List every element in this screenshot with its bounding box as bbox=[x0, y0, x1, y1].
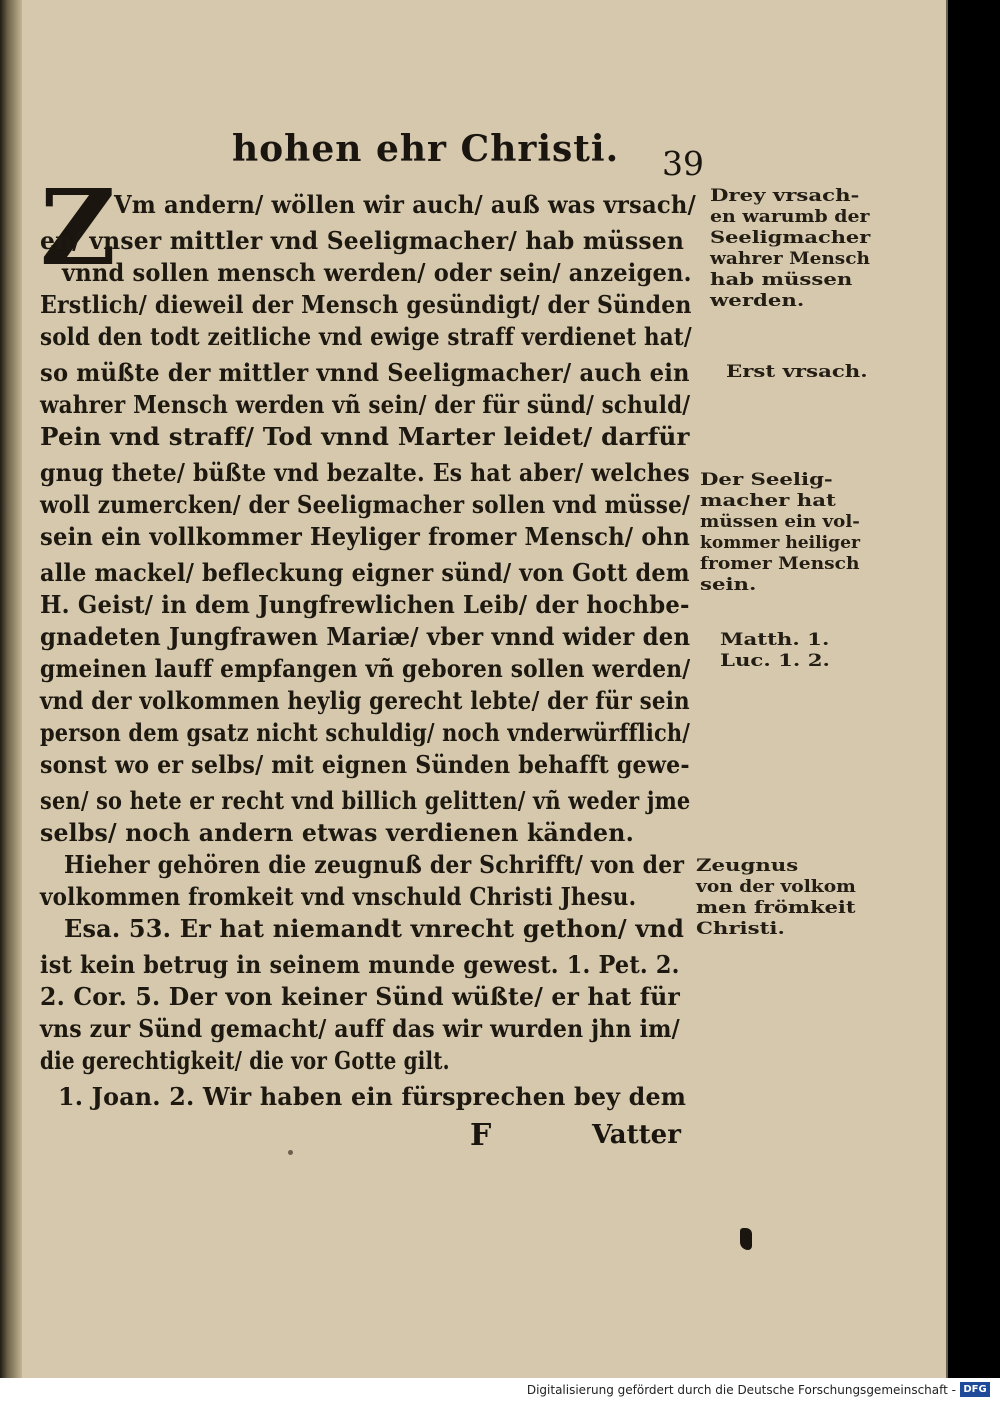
margin-note-line: müssen ein vol- bbox=[700, 512, 860, 532]
text-line: volkommen fromkeit vnd vnschuld Christi Jhesu. bbox=[40, 882, 637, 911]
text-line: so müßte der mittler vnnd Seeligmacher/ auch ein bbox=[40, 358, 690, 387]
catchword: Vatter bbox=[592, 1120, 681, 1150]
text-line: Hieher gehören die zeugnuß der Schrifft/ von der bbox=[64, 850, 685, 879]
margin-note-line: sein. bbox=[700, 575, 757, 595]
text-line: sonst wo er selbs/ mit eignen Sünden behafft gewe- bbox=[40, 750, 690, 779]
text-line: selbs/ noch andern etwas verdienen känden. bbox=[40, 818, 634, 847]
margin-note-line: wahrer Mensch bbox=[710, 249, 870, 269]
dfg-logo: DFG bbox=[960, 1382, 990, 1397]
margin-note-line: fromer Mensch bbox=[700, 554, 860, 574]
page-number: 39 bbox=[662, 144, 704, 183]
text-line: wahrer Mensch werden vñ sein/ der für sünd/ schuld/ bbox=[40, 390, 691, 419]
margin-note-line: Christi. bbox=[696, 919, 785, 939]
margin-note-line: Matth. 1. bbox=[720, 630, 830, 650]
margin-note-line: Der Seelig- bbox=[700, 470, 833, 490]
margin-note-line: werden. bbox=[710, 291, 805, 311]
text-line: Erstlich/ dieweil der Mensch gesündigt/ der Sünden bbox=[40, 290, 692, 319]
margin-note-line: Luc. 1. 2. bbox=[720, 651, 830, 671]
paper-speck bbox=[288, 1150, 293, 1155]
text-line: vnd der volkommen heylig gerecht lebte/ der für sein bbox=[40, 686, 690, 715]
text-line: H. Geist/ in dem Jungfrewlichen Leib/ der hochbe- bbox=[40, 590, 690, 619]
margin-note-line: macher hat bbox=[700, 491, 836, 511]
text-line: en/ vnser mittler vnd Seeligmacher/ hab müssen bbox=[40, 226, 685, 255]
text-line: vnnd sollen mensch werden/ oder sein/ anzeigen. bbox=[62, 258, 692, 287]
running-head: hohen ehr Christi. bbox=[232, 128, 620, 170]
margin-note-line: Drey vrsach- bbox=[710, 186, 860, 206]
text-line: gnadeten Jungfrawen Mariæ/ vber vnnd wider den bbox=[40, 622, 691, 651]
text-line: person dem gsatz nicht schuldig/ noch vnderwürfflich/ bbox=[40, 718, 691, 747]
margin-note-line: Erst vrsach. bbox=[726, 362, 868, 382]
text-line: sein ein vollkommer Heyliger fromer Mensch/ ohn bbox=[40, 522, 691, 551]
text-line: gnug thete/ büßte vnd bezalte. Es hat aber/ welches bbox=[40, 458, 690, 487]
margin-note-line: Zeugnus bbox=[696, 856, 799, 876]
text-line: ist kein betrug in seinem munde gewest. 1. Pet. 2. bbox=[40, 950, 680, 979]
ink-blot bbox=[740, 1228, 752, 1250]
text-line: die gerechtigkeit/ die vor Gotte gilt. bbox=[40, 1046, 450, 1075]
margin-note-line: en warumb der bbox=[710, 207, 870, 227]
text-line: vns zur Sünd gemacht/ auff das wir wurden jhn im/ bbox=[40, 1014, 680, 1043]
margin-note-line: hab müssen bbox=[710, 270, 853, 290]
text-line: gmeinen lauff empfangen vñ geboren sollen werden/ bbox=[40, 654, 691, 683]
text-line: Esa. 53. Er hat niemandt vnrecht gethon/ vnd bbox=[64, 914, 685, 943]
margin-note-line: Seeligmacher bbox=[710, 228, 871, 248]
text-line: 1. Joan. 2. Wir haben ein fürsprechen bey dem bbox=[58, 1082, 687, 1111]
text-line: sen/ so hete er recht vnd billich gelitten/ vñ weder jme bbox=[40, 786, 691, 815]
page-binding-edge bbox=[0, 0, 22, 1378]
margin-note-line: von der volkom bbox=[696, 877, 856, 897]
decorated-initial: Z bbox=[40, 166, 116, 289]
signature-mark: F bbox=[470, 1118, 492, 1153]
text-line: 2. Cor. 5. Der von keiner Sünd wüßte/ er hat für bbox=[40, 982, 680, 1011]
text-line: sold den todt zeitliche vnd ewige straff verdienet hat/ bbox=[40, 322, 692, 351]
text-line: Vm andern/ wöllen wir auch/ auß was vrsach/ bbox=[114, 190, 696, 219]
footer-credit: Digitalisierung gefördert durch die Deutsche Forschungsgemeinschaft - bbox=[526, 1383, 956, 1397]
margin-note-line: kommer heiliger bbox=[700, 533, 860, 553]
text-line: woll zumercken/ der Seeligmacher sollen vnd müsse/ bbox=[40, 490, 691, 519]
text-line: alle mackel/ befleckung eigner sünd/ von Gott dem bbox=[40, 558, 690, 587]
margin-note-line: men frömkeit bbox=[696, 898, 856, 918]
text-line: Pein vnd straff/ Tod vnnd Marter leidet/ darfür bbox=[40, 422, 690, 451]
